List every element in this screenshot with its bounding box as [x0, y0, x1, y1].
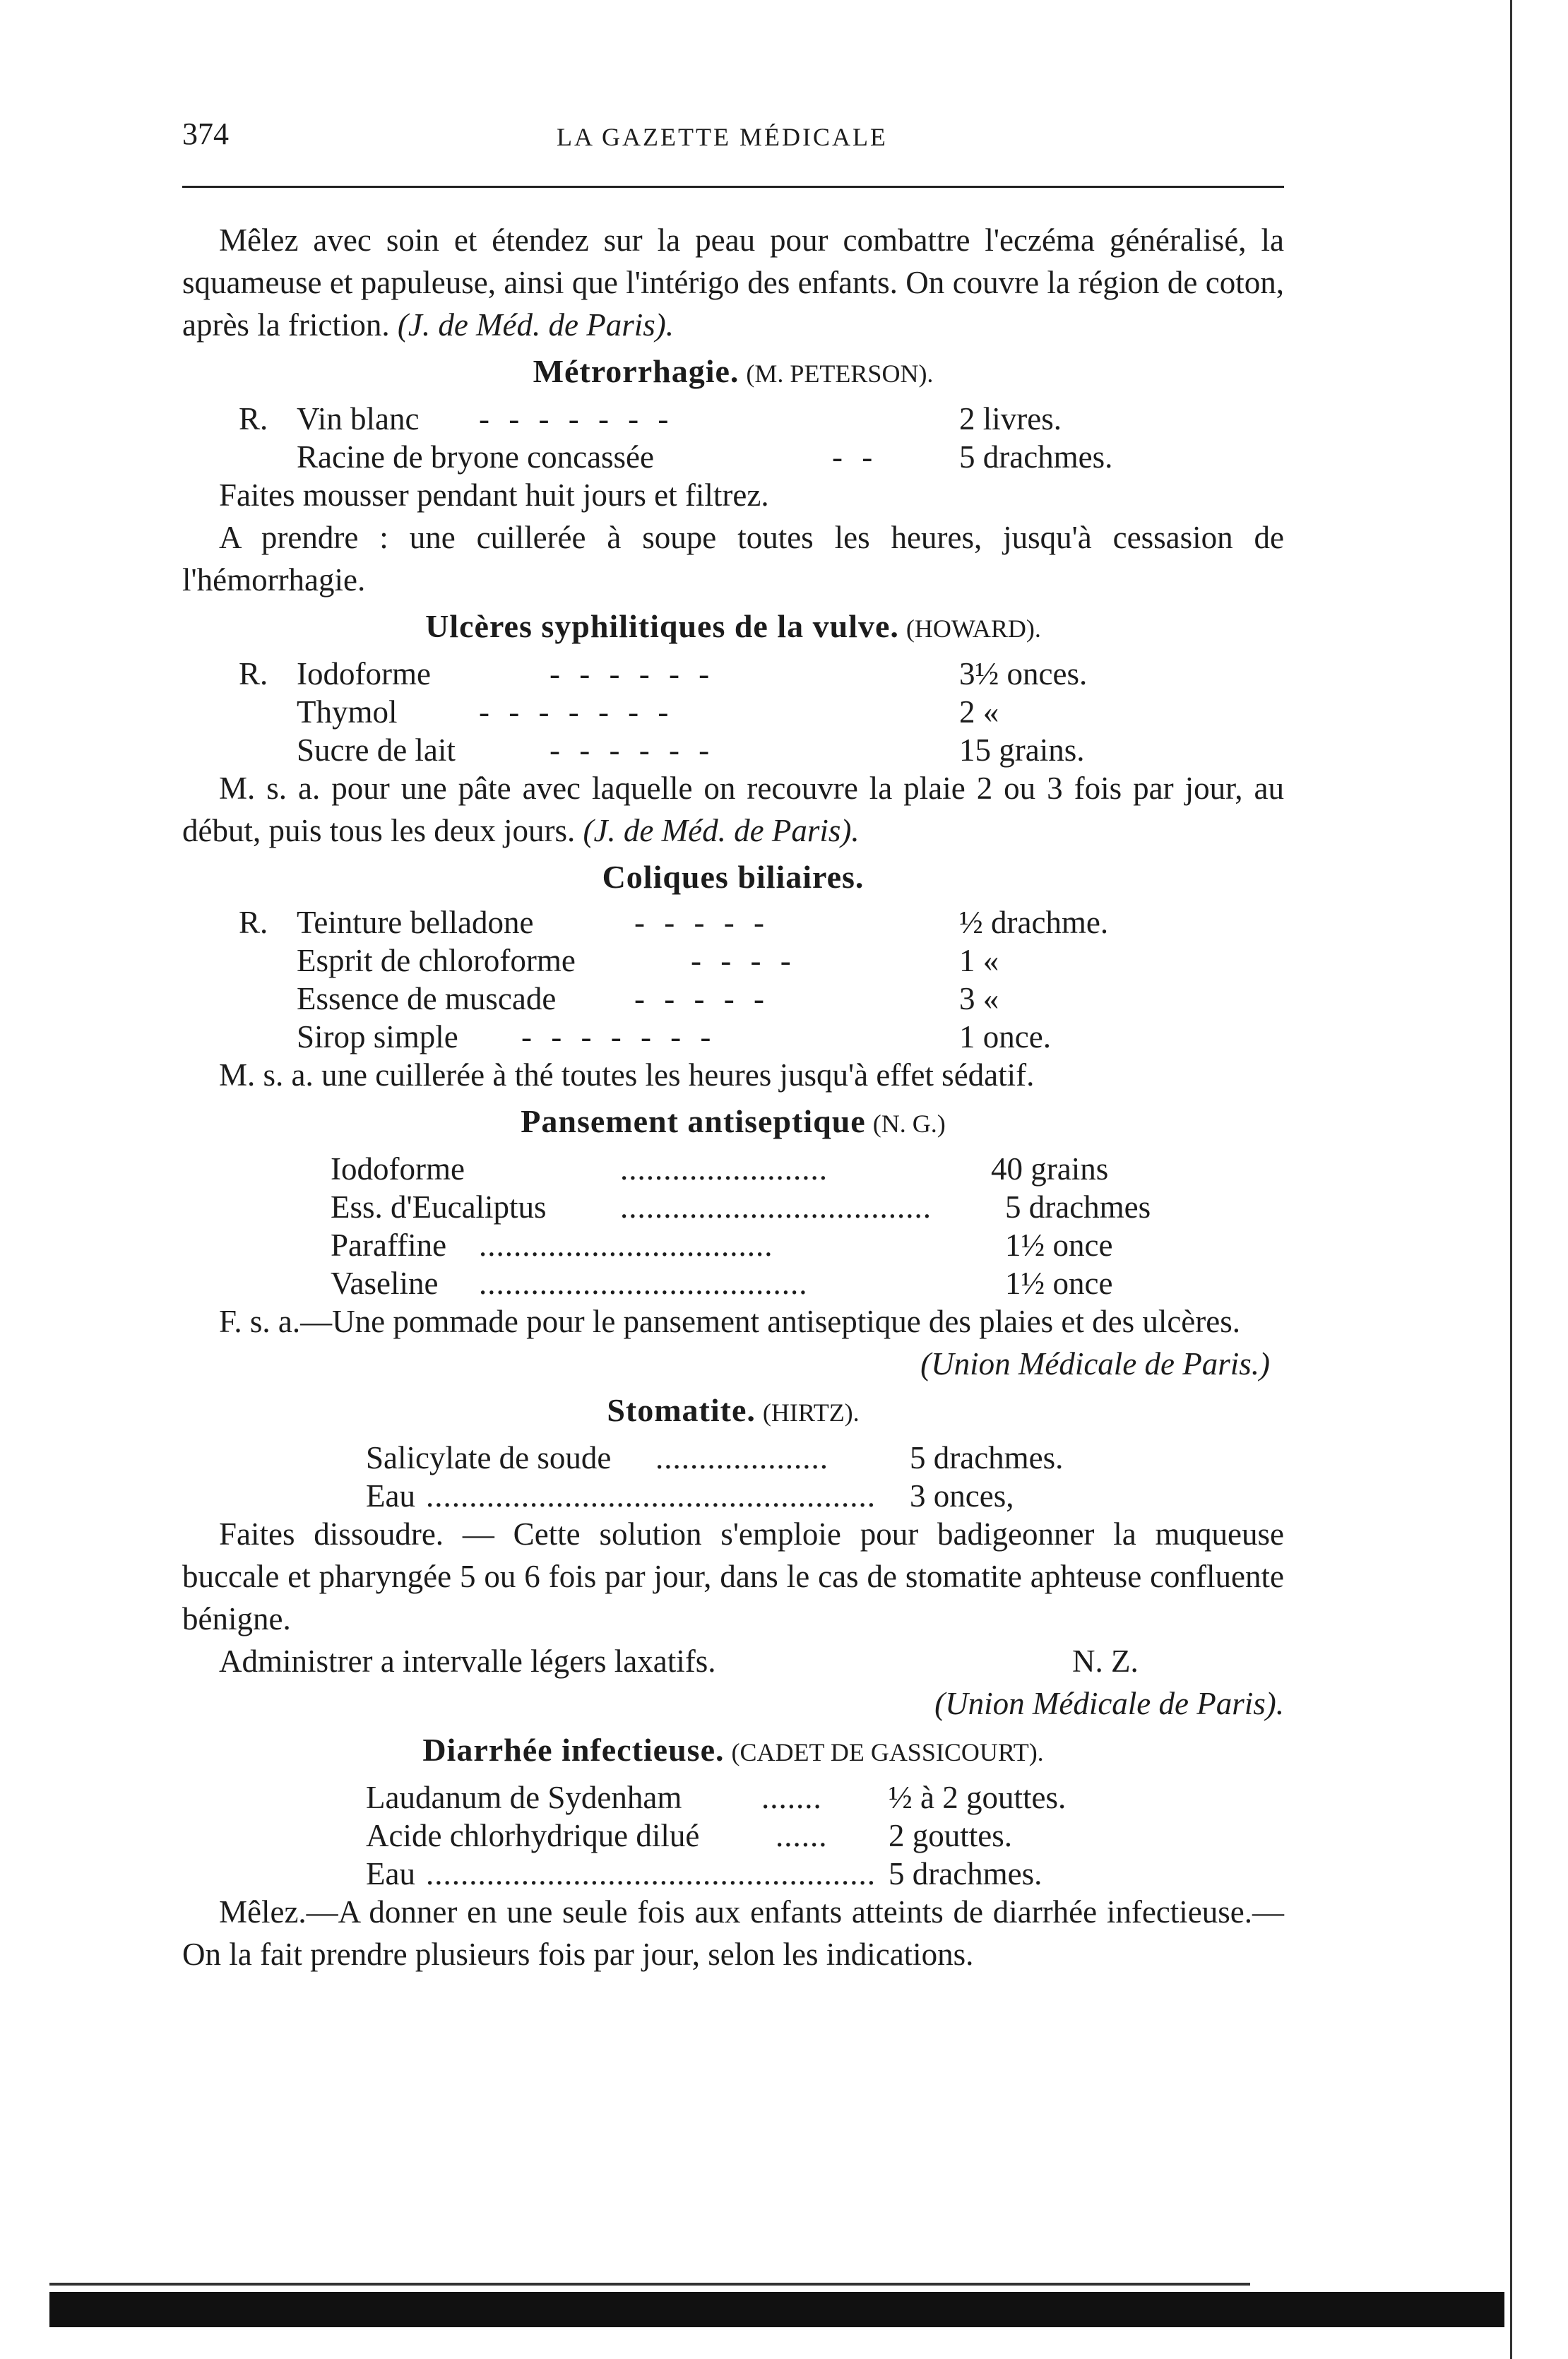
note-text: M. s. a. pour une pâte avec laquelle on recouvre la plaie 2 ou 3 fois par jour, au début, puis tous les deux jours. [182, 771, 1284, 848]
rx-qty: 2 gouttes. [889, 1818, 1012, 1853]
rx-qty: 5 drachmes. [910, 1440, 1064, 1475]
rx-qty: 1 once. [959, 1019, 1051, 1054]
rx-dots: ...... [776, 1818, 828, 1853]
rx-dots: .................................... [620, 1189, 932, 1225]
rx-qty: 3 « [959, 981, 999, 1016]
title-author: (M. PETERSON). [746, 360, 934, 388]
rx-dots: ...................................... [479, 1266, 808, 1301]
rx-name: Teinture belladone [297, 905, 534, 940]
rx-qty: ½ drachme. [959, 905, 1109, 940]
rx-dots: .................................................... [426, 1478, 876, 1514]
prescription-row [182, 1186, 1284, 1224]
paragraph [182, 767, 1284, 852]
rx-dashes: - - - - - - - [521, 1019, 717, 1054]
title-text: Pansement antiseptique [521, 1103, 866, 1139]
rx-qty: 15 grains. [959, 732, 1085, 768]
paragraph: M. s. a. une cuillerée à thé toutes les heures jusqu'à effet sédatif. [219, 1057, 1035, 1093]
rx-qty: 3½ onces. [959, 656, 1088, 691]
rx-name: Eau [366, 1478, 415, 1514]
rx-name: Administrer a intervalle légers laxatifs. [219, 1644, 716, 1679]
rx-name: Iodoforme [331, 1151, 465, 1187]
rx-qty: 1½ once [1005, 1228, 1113, 1263]
prescription-row [182, 1437, 1284, 1475]
paragraph: A prendre : une cuillerée à soupe toutes les heures, jusqu'à cessasion de l'hémorrhagie. [182, 520, 1284, 598]
rx-name: Paraffine [331, 1228, 447, 1263]
rx-name: Laudanum de Sydenham [366, 1780, 682, 1815]
source-ref: (J. de Méd. de Paris). [583, 813, 860, 848]
rx-qty: 1 « [959, 943, 999, 978]
rx-qty: 1½ once [1005, 1266, 1113, 1301]
prescription-row [182, 1262, 1284, 1300]
header-rule [182, 186, 1284, 188]
rx-qty: 5 drachmes. [889, 1856, 1043, 1891]
rx-name: Vin blanc [297, 401, 420, 436]
rx-name: Vaseline [331, 1266, 439, 1301]
rx-prefix: R. [239, 401, 268, 436]
paragraph: Mêlez.—A donner en une seule fois aux enfants atteints de diarrhée infectieuse.—On la fait prendre plusieurs fois par jour, selon les indications. [182, 1894, 1284, 1972]
scan-edge-bar [49, 2292, 1504, 2327]
rx-qty: 2 livres. [959, 401, 1062, 436]
title-text: Diarrhée infectieuse. [422, 1732, 725, 1768]
prescription-row [182, 1475, 1284, 1513]
title-author: (N. G.) [872, 1110, 946, 1138]
rx-qty: 3 onces, [910, 1478, 1014, 1514]
rx-name: Eau [366, 1856, 415, 1891]
page-number: 374 [182, 117, 229, 151]
prescription-row [182, 1853, 1284, 1891]
paragraph: Faites mousser pendant huit jours et filtrez. [219, 477, 769, 513]
title-author: (HIRTZ). [762, 1398, 860, 1427]
rx-qty: 5 drachmes. [959, 439, 1113, 475]
prescription-row [182, 1814, 1284, 1853]
section-title-metrorrhagie [182, 350, 1284, 395]
rx-prefix: R. [239, 905, 268, 940]
title-text: Ulcères syphilitiques de la vulve. [425, 608, 899, 644]
rx-dashes: - - - - [691, 943, 797, 978]
title-text: Coliques biliaires. [602, 859, 865, 895]
prescription-row [182, 939, 1284, 978]
rx-qty: 5 drachmes [1005, 1189, 1151, 1225]
rx-name: Ess. d'Eucaliptus [331, 1189, 547, 1225]
page-header [182, 106, 1284, 151]
rx-dashes: - - - - - - [550, 656, 715, 691]
rx-name: Essence de muscade [297, 981, 557, 1016]
source-ref: (Union Médicale de Paris.) [920, 1346, 1270, 1381]
rx-dots: .................... [655, 1440, 828, 1475]
rx-qty: ½ à 2 gouttes. [889, 1780, 1067, 1815]
rx-dots: ....... [761, 1780, 822, 1815]
running-title: LA GAZETTE MÉDICALE [557, 123, 888, 151]
prescription-row [182, 1776, 1284, 1814]
section-title-ulceres [182, 605, 1284, 650]
prescription-row [182, 729, 1284, 767]
source-ref: (Union Médicale de Paris). [934, 1686, 1284, 1721]
rx-dots: .................................. [479, 1228, 773, 1263]
rx-name: Sucre de lait [297, 732, 456, 768]
prescription-row [182, 436, 1284, 474]
rx-name: Sirop simple [297, 1019, 458, 1054]
rx-name: Iodoforme [297, 656, 431, 691]
prescription-row [182, 1148, 1284, 1186]
rx-dashes: - - - - - - - [479, 694, 675, 730]
rx-dots: ........................ [620, 1151, 828, 1187]
page-content [182, 106, 1284, 1972]
intro-paragraph [182, 219, 1284, 346]
section-title-coliques [182, 856, 1284, 898]
prescription-row [182, 1224, 1284, 1262]
title-text: Stomatite. [607, 1392, 756, 1428]
rx-qty: 2 « [959, 694, 999, 730]
rx-dashes: - - [832, 439, 879, 475]
prescription-row [182, 398, 1284, 436]
rx-name: Esprit de chloroforme [297, 943, 576, 978]
title-author: (HOWARD). [905, 614, 1041, 643]
intro-text: Mêlez avec soin et étendez sur la peau pour combattre l'eczéma généralisé, la squameuse et papuleuse, ainsi que l'intérigo des enfants. On couvre la région de coton, après la friction. [182, 222, 1284, 343]
title-text: Métrorrhagie. [533, 353, 740, 389]
prescription-row [182, 901, 1284, 939]
title-author: (CADET DE GASSICOURT). [731, 1738, 1044, 1766]
section-title-stomatite [182, 1389, 1284, 1434]
rx-name: Salicylate de soude [366, 1440, 612, 1475]
article-body [182, 219, 1284, 1975]
author-initials: N. Z. [1072, 1644, 1139, 1679]
prescription-row [182, 978, 1284, 1016]
section-title-diarrhee [182, 1729, 1284, 1773]
page-edge-line [1510, 0, 1512, 2359]
section-title-pansement [182, 1100, 1284, 1145]
rx-dashes: - - - - - - [550, 732, 715, 768]
scan-edge-line [49, 2283, 1250, 2286]
prescription-row [182, 1016, 1284, 1054]
rx-qty: 40 grains [991, 1151, 1109, 1187]
signature-row [182, 1640, 1284, 1682]
paragraph: Faites dissoudre. — Cette solution s'emploie pour badigeonner la muqueuse buccale et pharyngée 5 ou 6 fois par jour, dans le cas de stomatite aphteuse confluente bénigne. [182, 1516, 1284, 1636]
paragraph: F. s. a.—Une pommade pour le pansement antiseptique des plaies et des ulcères. [219, 1304, 1240, 1339]
rx-dashes: - - - - - [634, 981, 770, 1016]
prescription-row [182, 653, 1284, 691]
rx-prefix: R. [239, 656, 268, 691]
rx-name: Racine de bryone concassée [297, 439, 655, 475]
rx-dashes: - - - - - [634, 905, 770, 940]
rx-dots: .................................................... [426, 1856, 876, 1891]
rx-name: Acide chlorhydrique dilué [366, 1818, 700, 1853]
intro-ref: (J. de Méd. de Paris). [397, 307, 674, 343]
prescription-row [182, 691, 1284, 729]
rx-name: Thymol [297, 694, 398, 730]
rx-dashes: - - - - - - - [479, 401, 675, 436]
